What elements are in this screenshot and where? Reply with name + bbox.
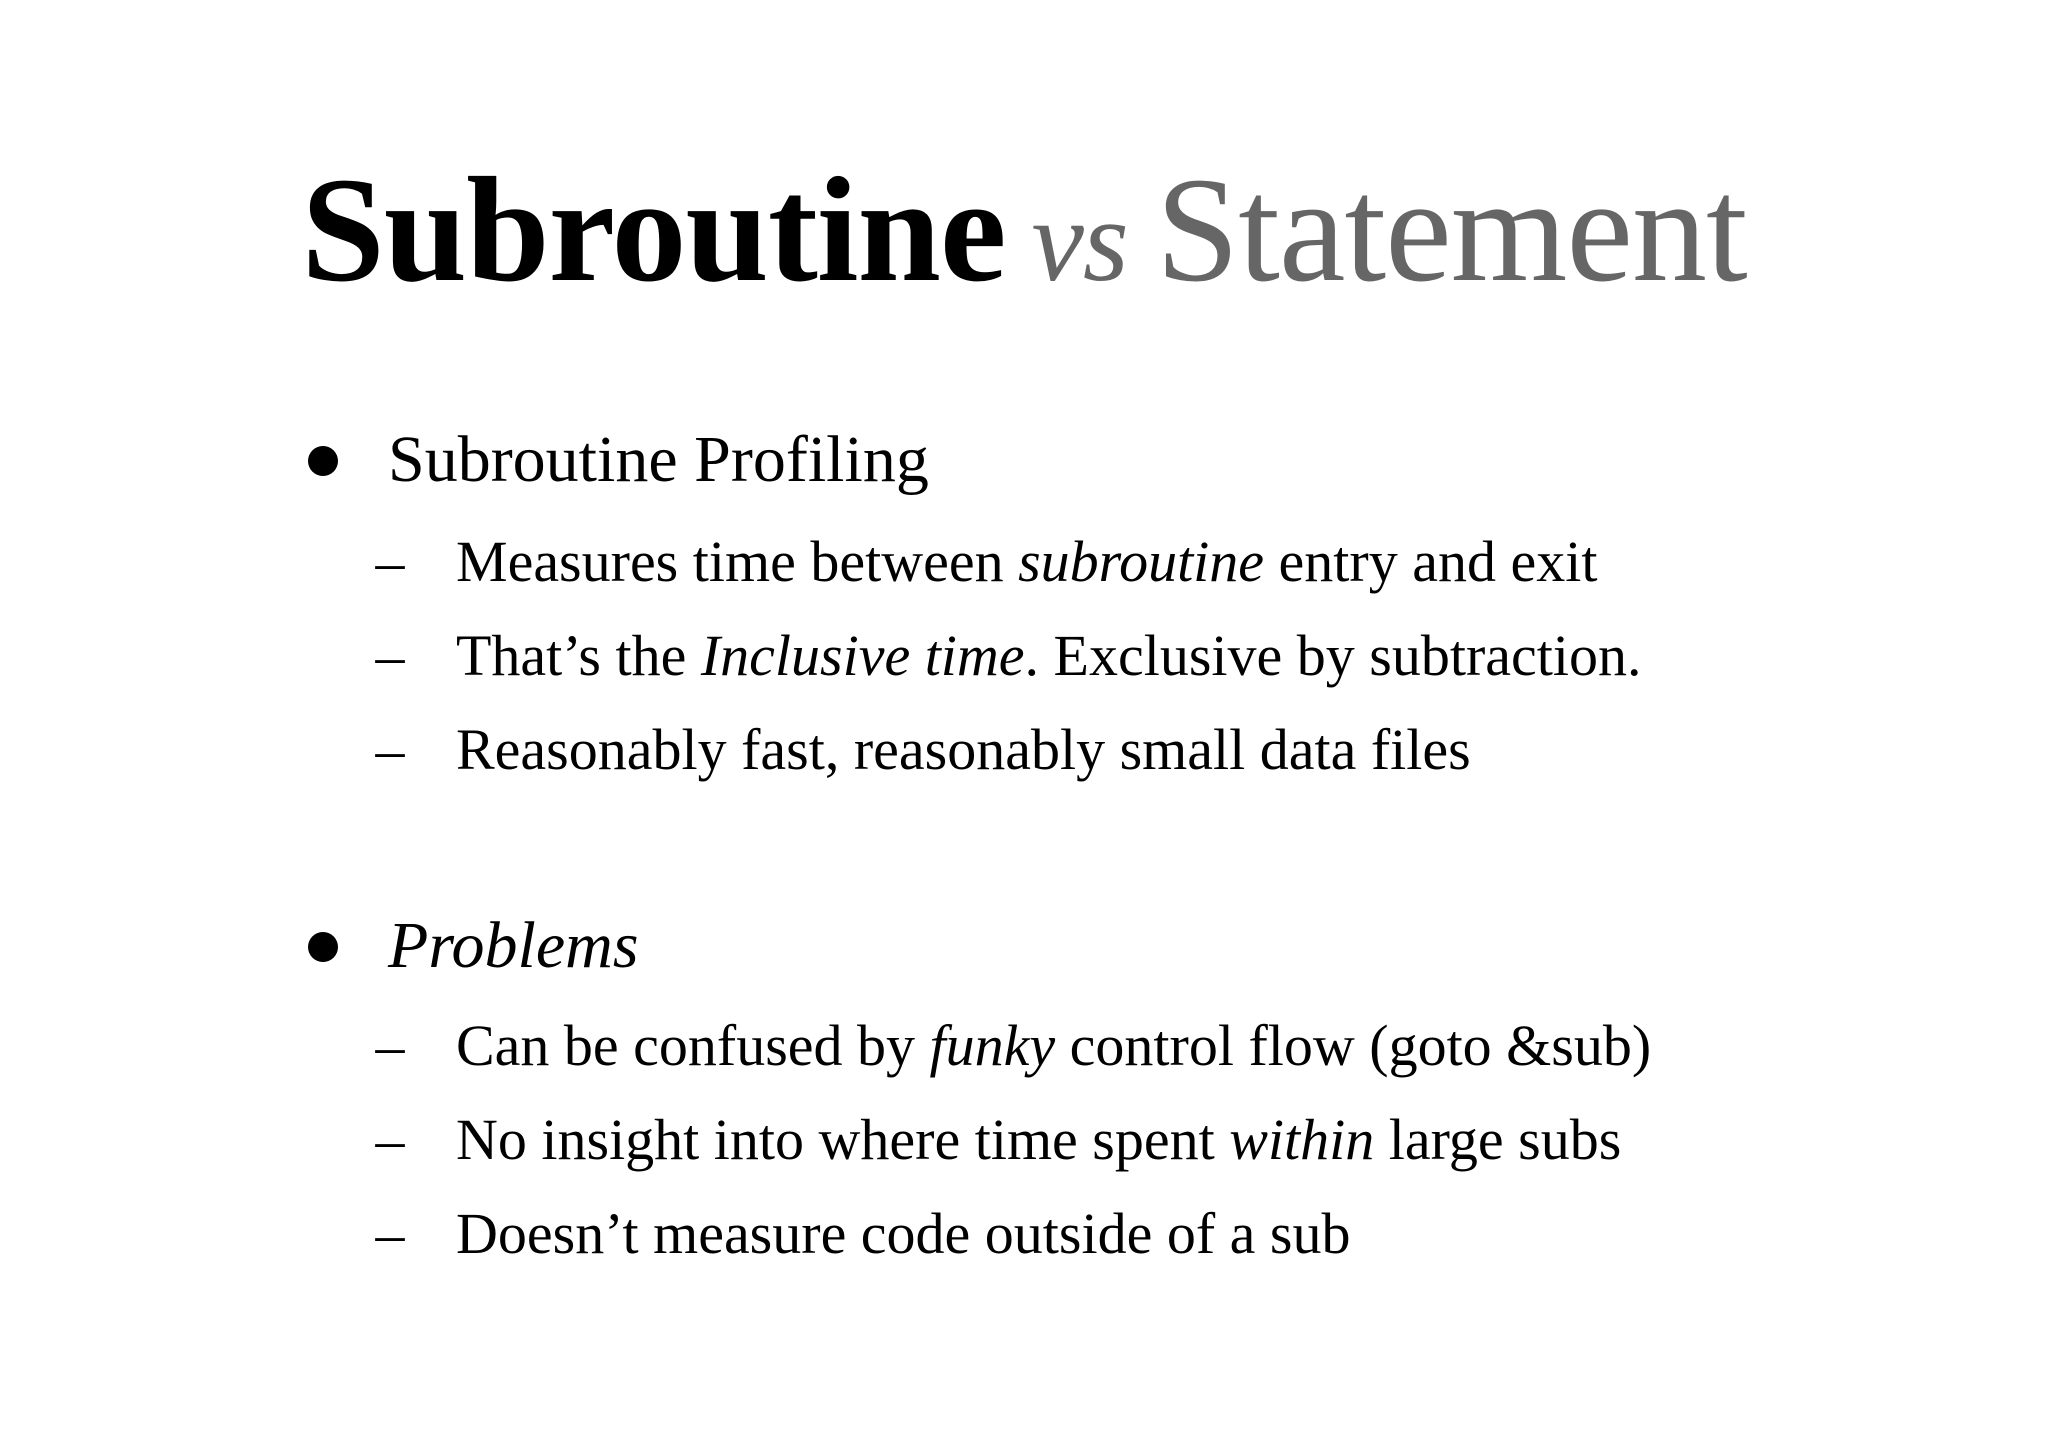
sub-item-text: [456, 1198, 1350, 1270]
sub-item-text: [456, 620, 1641, 692]
sub-item-text-emphasis: within: [1229, 1107, 1375, 1172]
dash-icon: –: [375, 1107, 405, 1172]
sub-item-text-plain: entry and exit: [1264, 529, 1598, 594]
bullet-dot-icon: [308, 932, 338, 962]
sub-item-text: [456, 526, 1597, 598]
slide-title: [0, 140, 2048, 331]
title-vs: vs: [1031, 175, 1128, 306]
sub-item-text-emphasis: subroutine: [1018, 529, 1265, 594]
sub-item-text-plain: Reasonably fast, reasonably small data files: [456, 717, 1471, 782]
sub-item-text-plain: large subs: [1374, 1107, 1622, 1172]
sub-item-text-plain: . Exclusive by subtraction.: [1024, 623, 1642, 688]
title-subroutine: Subroutine: [301, 147, 1006, 313]
sub-item-text-plain: No insight into where time spent: [456, 1107, 1230, 1172]
sub-item-text-plain: Measures time between: [456, 529, 1019, 594]
sub-item-text-plain: Doesn’t measure code outside of a sub: [456, 1201, 1351, 1266]
sub-item-text-plain: That’s the: [456, 623, 701, 688]
title-statement: Statement: [1155, 147, 1747, 313]
bullet-label: Subroutine Profiling: [388, 423, 929, 496]
dash-icon: –: [375, 1201, 405, 1266]
sub-item-text: [456, 714, 1471, 786]
sub-item-text-plain: Can be confused by: [456, 1013, 930, 1078]
dash-icon: –: [375, 623, 405, 688]
sub-item-text: [456, 1010, 1651, 1082]
dash-icon: –: [375, 717, 405, 782]
sub-item-text-emphasis: funky: [929, 1013, 1056, 1078]
sub-item-text-emphasis: Inclusive time: [700, 623, 1025, 688]
dash-icon: –: [375, 529, 405, 594]
bullet-label: Problems: [388, 909, 639, 982]
sub-item-text: [456, 1104, 1621, 1176]
bullet-dot-icon: [308, 446, 338, 476]
dash-icon: –: [375, 1013, 405, 1078]
sub-item-text-plain: control flow (goto &sub): [1055, 1013, 1652, 1078]
